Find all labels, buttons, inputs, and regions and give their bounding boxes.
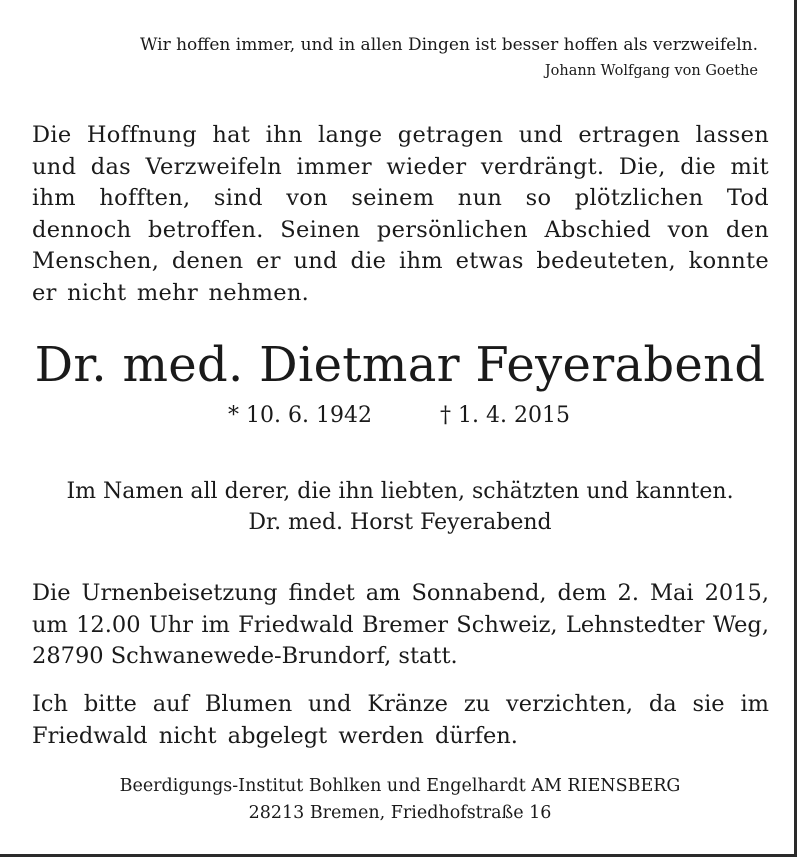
undertaker	[0, 773, 800, 827]
motto-author: Johann Wolfgang von Goethe	[544, 63, 758, 79]
undertaker-line-1: Beerdigungs-Institut Bohlken und Engelhardt AM RIENSBERG	[119, 776, 681, 796]
death-date: † 1. 4. 2015	[440, 403, 570, 428]
mourner-name: Dr. med. Horst Feyerabend	[248, 510, 552, 535]
motto	[40, 32, 758, 84]
burial-paragraph: Die Urnenbeisetzung findet am Sonnabend, dem 2. Mai 2015, um 12.00 Uhr im Friedwald Bremer Schweiz, Lehnstedter Weg, 28790 Schwanewede-Brundorf, statt.	[32, 580, 769, 669]
flowers-paragraph: Ich bitte auf Blumen und Kränze zu verzichten, da sie im Friedwald nicht abgelegt werden dürfen.	[32, 691, 769, 749]
undertaker-line-2: 28213 Bremen, Friedhofstraße 16	[248, 803, 552, 823]
birth-date: * 10. 6. 1942	[228, 403, 372, 428]
motto-quote: Wir hoffen immer, und in allen Dingen ist besser hoffen als verzweifeln.	[139, 35, 758, 55]
intro-paragraph: Die Hoffnung hat ihn lange getragen und ertragen lassen und das Verzweifeln immer wieder verdrängt. Die, die mit ihm hofften, sind von seinem nun so plötzlichen Tod dennoch betroffen. Seinen persönlichen Abschied von den Menschen, denen er und die ihm etwas bedeuteten, konnte er nicht mehr nehmen.	[32, 122, 769, 306]
mourners-line: Im Namen all derer, die ihn liebten, schätzten und kannten.	[66, 479, 734, 504]
deceased-name: Dr. med. Dietmar Feyerabend	[34, 337, 766, 393]
